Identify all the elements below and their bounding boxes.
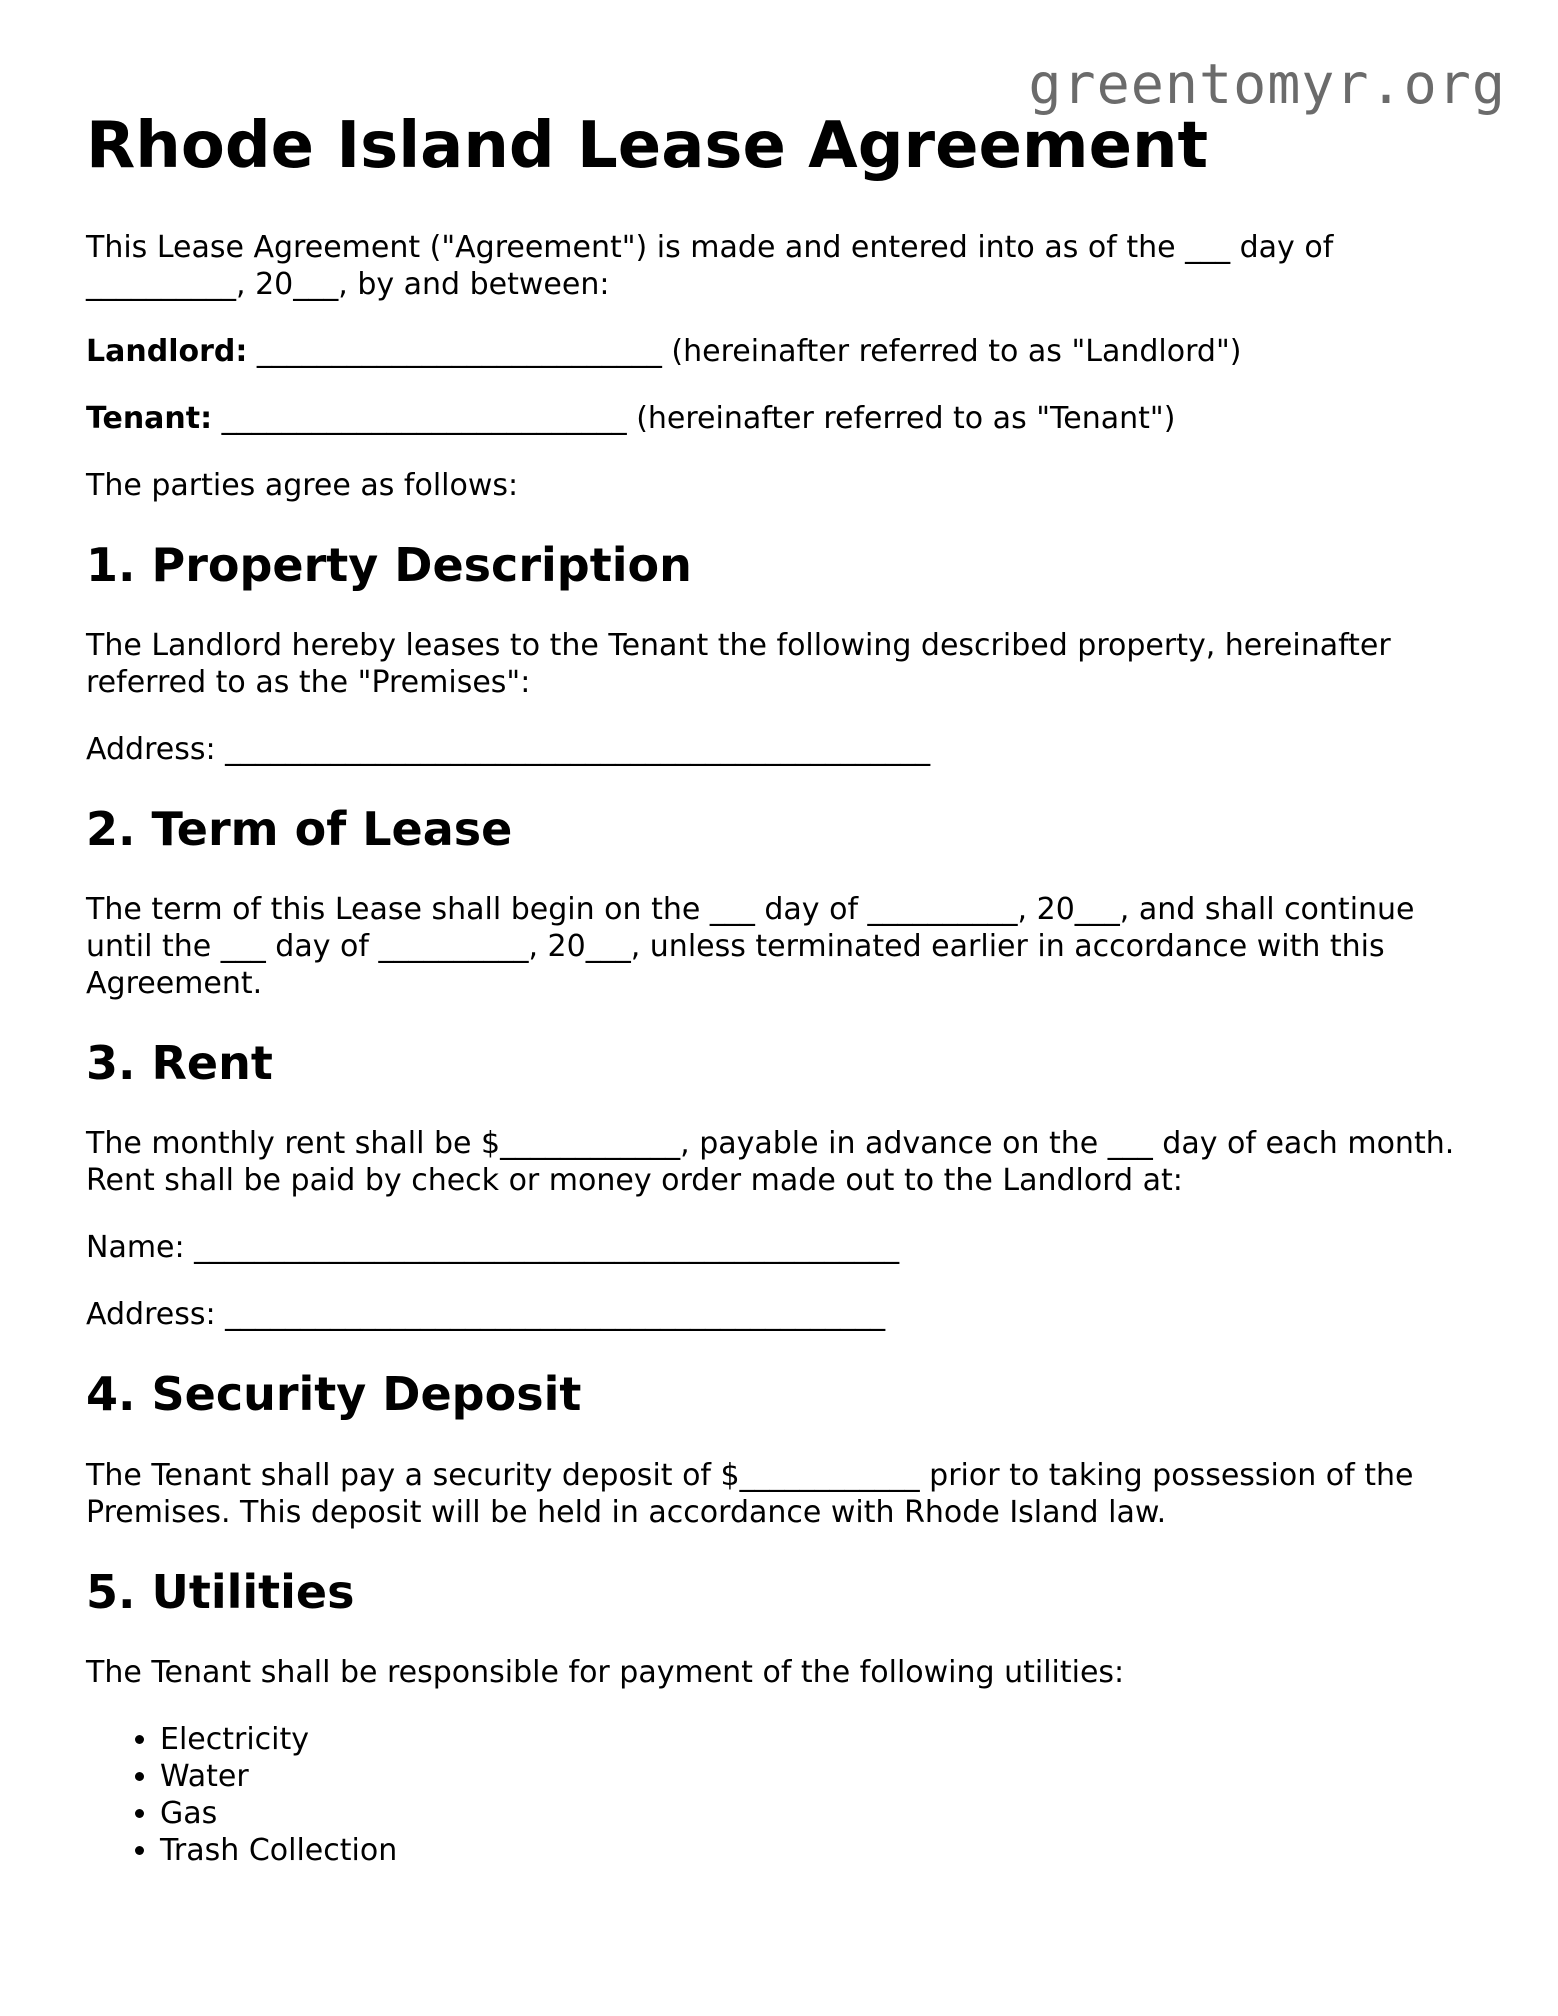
section-heading-term: 2. Term of Lease — [86, 801, 513, 856]
tenant-blank: ___________________________ (hereinafter referred to as "Tenant") — [212, 400, 1176, 436]
section-heading-utilities: 5. Utilities — [86, 1564, 355, 1619]
list-item: • Electricity — [160, 1721, 1486, 1758]
list-item: • Gas — [160, 1795, 1486, 1832]
intro-paragraph: This Lease Agreement ("Agreement") is made and entered into as of the ___ day of __________, 20___, by and between: — [86, 229, 1334, 302]
list-item: • Water — [160, 1758, 1486, 1795]
deposit-text: The Tenant shall pay a security deposit of $____________ prior to taking possession of the Premises. This deposit will be held in accordance with Rhode Island law. — [86, 1457, 1414, 1530]
rent-text: The monthly rent shall be $____________, payable in advance on the ___ day of each month. Rent shall be paid by check or money order made out to the Landlord at: — [86, 1126, 1455, 1199]
watermark: greentomyr.org — [1028, 52, 1506, 116]
rent-address-line: Address: ____________________________________________ — [86, 1297, 886, 1333]
tenant-line — [86, 400, 1486, 437]
term-text: The term of this Lease shall begin on the ___ day of __________, 20___, and shall continue until the ___ day of __________, 20___, unless terminated earlier in accordance with this Agreement. — [86, 892, 1415, 1002]
document-title: Rhode Island Lease Agreement — [86, 109, 1209, 183]
property-address-line: Address: _______________________________________________ — [86, 731, 931, 767]
utilities-text: The Tenant shall be responsible for payment of the following utilities: — [86, 1654, 1125, 1690]
section-heading-deposit: 4. Security Deposit — [86, 1367, 582, 1422]
property-description-text: The Landlord hereby leases to the Tenant the following described property, hereinafter referred to as the "Premises": — [86, 627, 1391, 700]
landlord-label: Landlord: — [86, 333, 248, 369]
section-heading-rent: 3. Rent — [86, 1036, 273, 1091]
parties-agree-text: The parties agree as follows: — [86, 467, 519, 503]
section-heading-property: 1. Property Description — [86, 537, 692, 592]
list-item: • Trash Collection — [160, 1832, 1486, 1869]
document-page — [86, 108, 1486, 1869]
landlord-blank: ___________________________ (hereinafter referred to as "Landlord") — [247, 333, 1242, 369]
tenant-label: Tenant: — [86, 400, 213, 436]
utilities-list — [86, 1721, 1486, 1869]
landlord-line — [86, 333, 1486, 370]
rent-name-line: Name: _______________________________________________ — [86, 1230, 900, 1266]
